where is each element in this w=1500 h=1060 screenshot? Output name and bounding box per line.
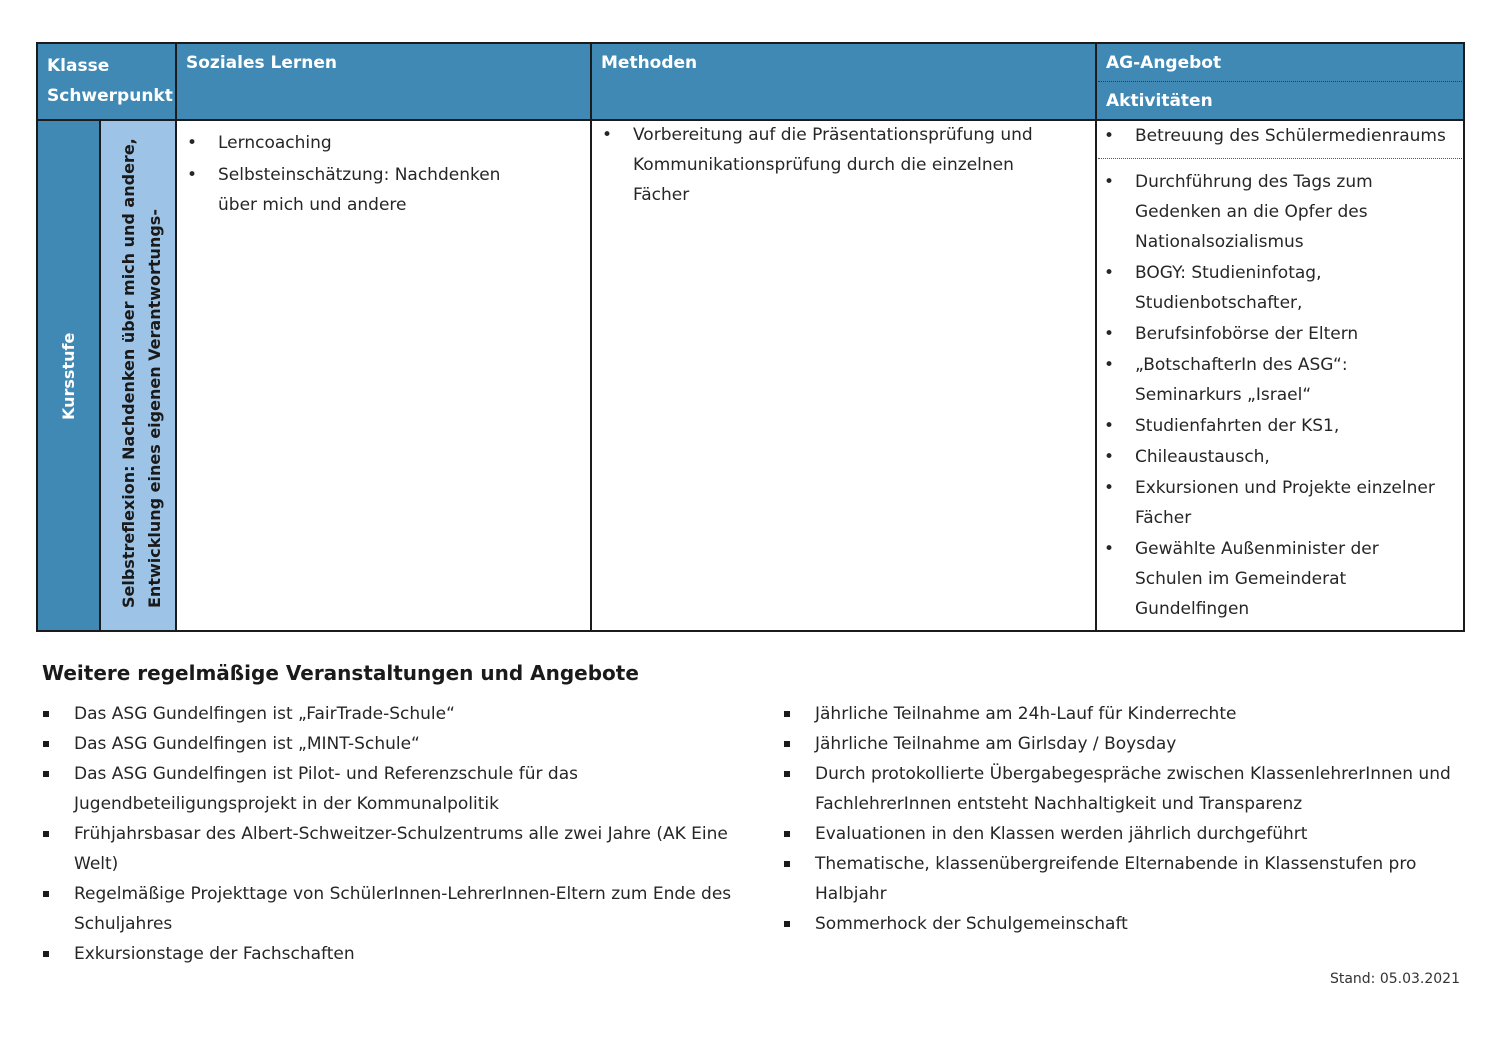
section-title: Weitere regelmäßige Veranstaltungen und Angebote: [42, 661, 639, 685]
list-item: • Chileaustausch,: [1135, 442, 1451, 472]
list-item: • Gewählte Außenminister der Schulen im Gemeinderat Gundelfingen: [1135, 534, 1451, 624]
list-item: Das ASG Gundelfingen ist „MINT-Schule“: [41, 729, 741, 759]
list-item: • Exkursionen und Projekte einzelner Fächer: [1135, 473, 1451, 533]
ag-angebot-list: [1135, 121, 1457, 151]
kursstufe-label: Kursstufe: [59, 332, 78, 420]
header-klasse: [36, 42, 176, 120]
table-border-right: [1463, 42, 1465, 632]
header-aktivitaeten-label: Aktivitäten: [1106, 91, 1213, 111]
column-divider: [175, 42, 177, 632]
methoden-list: [633, 120, 1066, 210]
list-item: • Studienfahrten der KS1,: [1135, 411, 1451, 441]
table-border-bottom: [36, 630, 1465, 632]
soziales-lernen-list: [218, 128, 571, 220]
list-item: Jährliche Teilnahme am Girlsday / Boysday: [782, 729, 1462, 759]
list-item: Evaluationen in den Klassen werden jährlich durchgeführt: [782, 819, 1462, 849]
schwerpunkt-text: [116, 138, 168, 608]
list-item: Sommerhock der Schulgemeinschaft: [782, 909, 1462, 939]
list-item: • Betreuung des Schülermedienraums: [1135, 121, 1457, 151]
aktivitaeten-list: [1135, 167, 1451, 624]
list-item: Thematische, klassenübergreifende Elternabende in Klassenstufen pro Halbjahr: [782, 849, 1462, 909]
column-divider: [590, 42, 592, 632]
list-item: • BOGY: Studieninfotag, Studienbotschafter,: [1135, 258, 1451, 318]
list-item: • Selbsteinschätzung: Nachdenken über mich und andere: [218, 160, 551, 220]
cell-schwerpunkt: [100, 120, 176, 632]
schwerpunkt-line-1: Selbstreflexion: Nachdenken über mich und andere,: [119, 138, 138, 608]
table-border-left: [36, 42, 38, 632]
cell-methoden: [591, 120, 1096, 632]
cell-kursstufe: [36, 120, 100, 632]
cell-aktivitaeten: [1096, 167, 1465, 632]
stand-date: Stand: 05.03.2021: [1329, 971, 1460, 987]
schedule-table: [36, 42, 1465, 632]
list-item: Durch protokollierte Übergabegespräche zwischen KlassenlehrerInnen und FachlehrerInnen entsteht Nachhaltigkeit und Transparenz: [782, 759, 1462, 819]
list-item: Das ASG Gundelfingen ist Pilot- und Referenzschule für das Jugendbeteiligungsprojekt in der Kommunalpolitik: [41, 759, 741, 819]
header-ag-angebot: [1096, 42, 1465, 81]
schwerpunkt-line-2: Entwicklung eines eigenen Verantwortungs-: [145, 209, 164, 608]
header-dotted-divider: [1098, 81, 1462, 82]
cell-ag-angebot: [1096, 120, 1465, 160]
header-aktivitaeten: [1096, 81, 1465, 120]
cell-soziales-lernen: [176, 120, 591, 632]
ag-dotted-divider: [1098, 158, 1462, 159]
list-item: • Durchführung des Tags zum Gedenken an die Opfer des Nationalsozialismus: [1135, 167, 1451, 257]
table-border-top: [36, 42, 1465, 44]
header-ag-angebot-label: AG-Angebot: [1106, 53, 1222, 73]
list-item: • Vorbereitung auf die Präsentationsprüfung und Kommunikationsprüfung durch die einzelnen Fächer: [633, 120, 1066, 210]
header-klasse-label: Klasse: [47, 56, 110, 76]
list-item: Jährliche Teilnahme am 24h-Lauf für Kinderrechte: [782, 699, 1462, 729]
list-item: Exkursionstage der Fachschaften: [41, 939, 741, 969]
header-soziales-lernen-label: Soziales Lernen: [186, 53, 337, 73]
header-divider: [36, 119, 1465, 121]
list-item: Regelmäßige Projekttage von SchülerInnen-LehrerInnen-Eltern zum Ende des Schuljahres: [41, 879, 741, 939]
header-soziales-lernen: [176, 42, 591, 120]
list-item: • Berufsinfobörse der Eltern: [1135, 319, 1451, 349]
header-schwerpunkt-label: Schwerpunkt: [47, 86, 173, 106]
list-item: Frühjahrsbasar des Albert-Schweitzer-Schulzentrums alle zwei Jahre (AK Eine Welt): [41, 819, 741, 879]
header-methoden: [591, 42, 1096, 120]
column-divider: [99, 120, 101, 632]
left-events-list: [41, 699, 741, 969]
list-item: • Lerncoaching: [218, 128, 551, 158]
list-item: • „BotschafterIn des ASG“: Seminarkurs „Israel“: [1135, 350, 1451, 410]
list-item: Das ASG Gundelfingen ist „FairTrade-Schule“: [41, 699, 741, 729]
header-methoden-label: Methoden: [601, 53, 698, 73]
column-divider: [1095, 42, 1097, 632]
right-events-list: [782, 699, 1462, 939]
